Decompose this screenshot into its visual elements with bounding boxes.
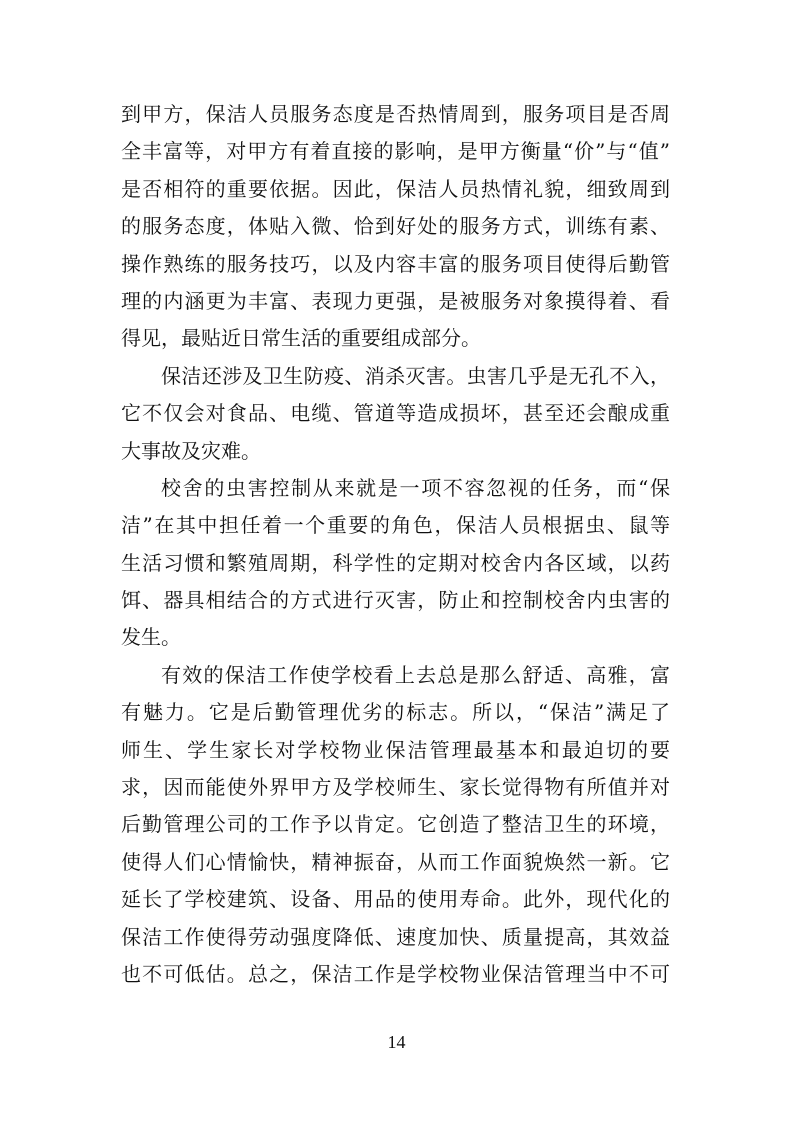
text-line: 全丰富等，对甲方有着直接的影响，是甲方衡量“价”与“值”: [121, 139, 670, 164]
text-line: 它不仅会对食品、电缆、管道等造成损坏，甚至还会酿成重: [121, 401, 670, 426]
text-line: 延长了学校建筑、设备、用品的使用寿命。此外，现代化的: [121, 887, 670, 912]
text-line: 有魅力。它是后勤管理优劣的标志。所以，“保洁”满足了: [121, 700, 670, 725]
body-text: [121, 96, 670, 993]
text-line: 饵、器具相结合的方式进行灭害，防止和控制校舍内虫害的: [121, 588, 670, 613]
text-line: 有效的保洁工作使学校看上去总是那么舒适、高雅，富: [161, 662, 670, 687]
text-line: 得见，最贴近日常生活的重要组成部分。: [121, 326, 481, 351]
text-line: 理的内涵更为丰富、表现力更强，是被服务对象摸得着、看: [121, 288, 670, 313]
text-line: 操作熟练的服务技巧，以及内容丰富的服务项目使得后勤管: [121, 251, 670, 276]
text-line: 师生、学生家长对学校物业保洁管理最基本和最迫切的要: [121, 737, 670, 762]
text-line: 的服务态度，体贴入微、恰到好处的服务方式，训练有素、: [121, 214, 670, 239]
text-line: 发生。: [121, 625, 181, 650]
text-line: 也不可低估。总之，保洁工作是学校物业保洁管理当中不可: [121, 961, 670, 986]
text-line: 求，因而能使外界甲方及学校师生、家长觉得物有所值并对: [121, 775, 670, 800]
text-line: 校舍的虫害控制从来就是一项不容忽视的任务，而“保: [161, 475, 670, 500]
text-line: 生活习惯和繁殖周期，科学性的定期对校舍内各区域，以药: [121, 550, 670, 575]
text-line: 后勤管理公司的工作予以肯定。它创造了整洁卫生的环境，: [121, 812, 670, 837]
text-line: 是否相符的重要依据。因此，保洁人员热情礼貌，细致周到: [121, 176, 670, 201]
text-line: 保洁工作使得劳动强度降低、速度加快、质量提高，其效益: [121, 924, 670, 949]
page-number: 14: [387, 1032, 406, 1052]
text-line: 使得人们心情愉快，精神振奋，从而工作面貌焕然一新。它: [121, 849, 670, 874]
text-line: 大事故及灾难。: [121, 438, 261, 463]
text-line: 洁”在其中担任着一个重要的角色，保洁人员根据虫、鼠等: [121, 513, 670, 538]
text-line: 保洁还涉及卫生防疫、消杀灭害。虫害几乎是无孔不入，: [161, 363, 670, 388]
text-line: 到甲方，保洁人员服务态度是否热情周到，服务项目是否周: [121, 102, 670, 126]
